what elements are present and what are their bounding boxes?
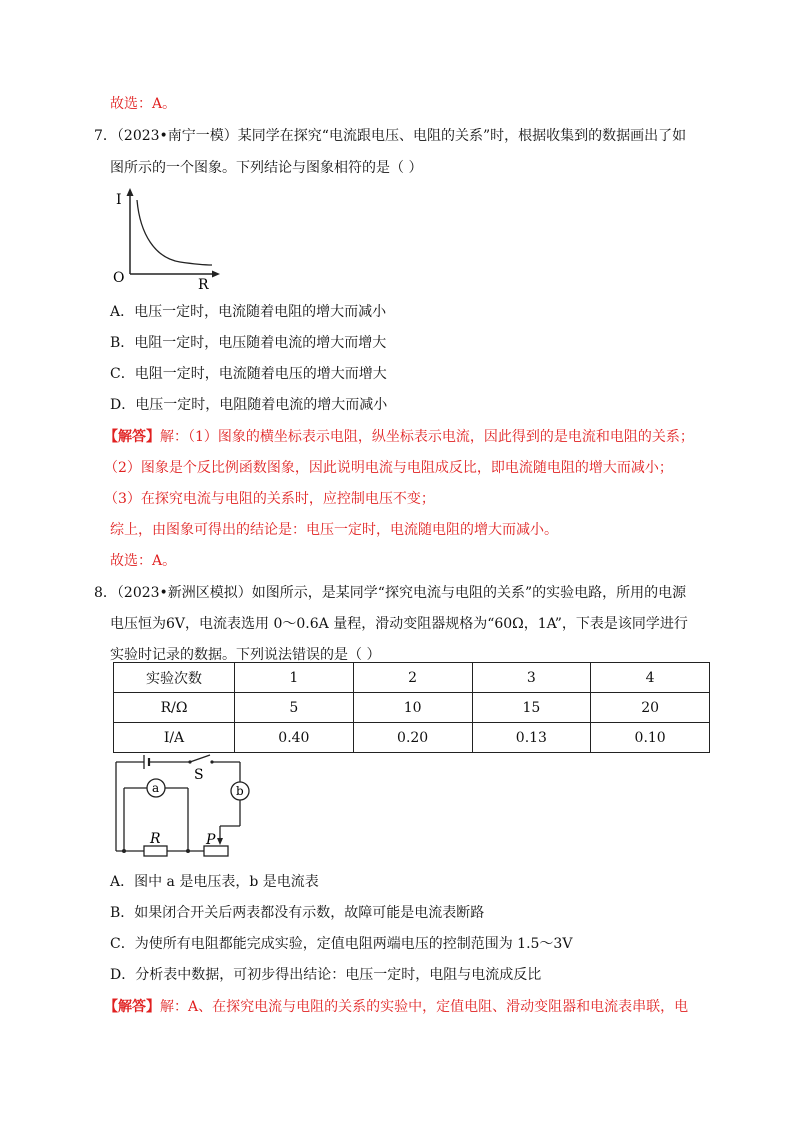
q7-graph [110,186,230,292]
graph-y-label: I [116,192,122,208]
table-cell: 15 [472,693,591,723]
q8-solution-tag: 【解答】 [104,999,160,1015]
table-cell: R/Ω [114,693,235,723]
table-cell: 20 [591,693,710,723]
meter-b-label: b [236,784,244,798]
table-row [114,723,710,753]
table-cell: 5 [235,693,354,723]
q8-option-b: B．如果闭合开关后两表都没有示数，故障可能是电流表断路 [110,905,485,921]
resistor-label: R [150,831,161,847]
switch-label: S [194,767,204,783]
table-row [114,693,710,723]
resistor-r [144,846,167,856]
switch-lever [190,755,210,762]
table-cell: 0.20 [353,723,472,753]
q8-stem-line3: 实验时记录的数据。下列说法错误的是（ ） [110,647,381,663]
q8-option-a: A．图中 a 是电压表，b 是电流表 [110,874,319,890]
table-cell: 10 [353,693,472,723]
graph-origin-label: O [113,270,125,286]
prev-answer: 故选：A。 [110,96,177,112]
q8-stem-line1: 8．（2023•新洲区模拟）如图所示，是某同学“探究电流与电阻的关系”的实验电路，所用的电源 [94,585,687,601]
slider-label: P [206,832,216,848]
q7-solution-line2: （2）图象是个反比例函数图象，因此说明电流与电阻成反比，即电流随电阻的增大而减小； [104,460,673,476]
table-cell: 2 [353,663,472,693]
q7-stem-line2: 图所示的一个图象。下列结论与图象相符的是（ ） [110,160,423,176]
table-row [114,663,710,693]
q7-solution-line4: 综上，由图象可得出的结论是：电压一定时，电流随电阻的增大而减小。 [110,522,558,538]
meter-a-label: a [152,781,160,795]
q7-answer: 故选：A。 [110,553,177,569]
q7-option-b: B．电阻一定时，电压随着电流的增大而增大 [110,335,387,351]
q7-option-a: A．电压一定时，电流随着电阻的增大而减小 [110,304,387,320]
q7-solution-line3: （3）在探究电流与电阻的关系时，应控制电压不变； [104,491,435,507]
q7-stem-line1: 7．（2023•南宁一模）某同学在探究“电流跟电压、电阻的关系”时，根据收集到的数据画出了如 [94,128,687,144]
q8-solution-line1: 【解答】解：A、在探究电流与电阻的关系的实验中，定值电阻、滑动变阻器和电流表串联，电 [104,999,689,1015]
q8-stem-line2: 电压恒为6V，电流表选用 0～0.6A 量程，滑动变阻器规格为“60Ω，1A”，下表是该同学进行 [110,616,688,632]
q7-solution-tag: 【解答】 [104,429,160,445]
table-cell: 1 [235,663,354,693]
q8-circuit-diagram [108,752,260,862]
table-cell: I/A [114,723,235,753]
table-cell: 0.10 [591,723,710,753]
graph-x-label: R [198,277,209,292]
q8-data-table [113,662,710,753]
table-cell: 4 [591,663,710,693]
q8-option-c: C．为使所有电阻都能完成实验，定值电阻两端电压的控制范围为 1.5～3V [110,936,573,952]
table-cell: 0.40 [235,723,354,753]
table-cell: 0.13 [472,723,591,753]
table-cell: 实验次数 [114,663,235,693]
q7-solution-line1: 【解答】解：（1）图象的横坐标表示电阻，纵坐标表示电流，因此得到的是电流和电阻的关系； [104,429,694,445]
q7-option-d: D．电压一定时，电阻随着电流的增大而减小 [110,397,388,413]
q8-option-d: D．分析表中数据，可初步得出结论：电压一定时，电阻与电流成反比 [110,967,542,983]
table-cell: 3 [472,663,591,693]
q7-option-c: C．电阻一定时，电流随着电压的增大而增大 [110,366,387,382]
